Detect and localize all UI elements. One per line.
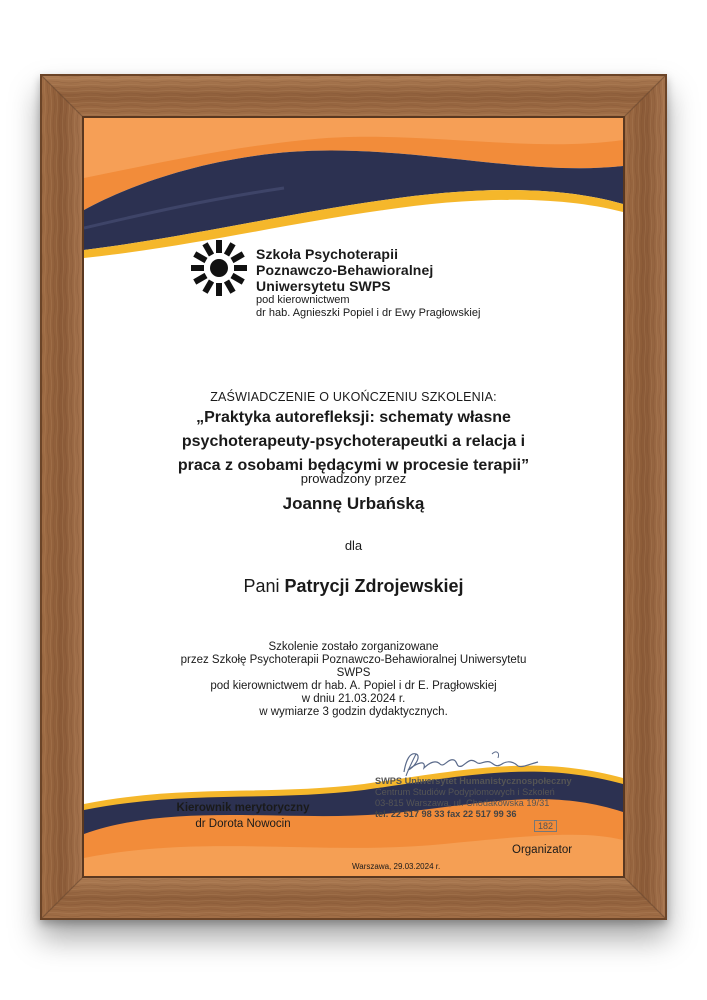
organizer-stamp	[375, 776, 605, 832]
stamp-number-box: 182	[534, 820, 557, 832]
course-title-line: „Praktyka autorefleksji: schematy własne	[196, 409, 511, 426]
school-name-line: Poznawczo-Behawioralnej	[256, 262, 434, 278]
certificate-heading: ZAŚWIADCZENIE O UKOŃCZENIU SZKOLENIA:	[210, 390, 497, 404]
details-line: SWPS	[336, 667, 371, 679]
details-line: w dniu 21.03.2024 r.	[301, 693, 406, 705]
details-line: przez Szkołę Psychoterapii Poznawczo-Behawioralnej Uniwersytetu	[180, 654, 527, 666]
stamp-line: SWPS Uniwersytet Humanistycznospołeczny	[375, 776, 572, 786]
place-date: Warszawa, 29.03.2024 r.	[352, 862, 441, 871]
school-sub-line: pod kierownictwem	[256, 294, 350, 306]
school-sub-line: dr hab. Agnieszki Popiel i dr Ewy Pragłowskiej	[256, 306, 481, 319]
organizer-label: Organizator	[512, 844, 573, 856]
signer-name: dr Dorota Nowocin	[195, 818, 291, 830]
handwritten-signature	[396, 746, 546, 780]
stamp-line: Centrum Studiów Podyplomowych i Szkoleń	[375, 787, 555, 797]
details-line: pod kierownictwem dr hab. A. Popiel i dr E. Pragłowskiej	[210, 680, 497, 692]
details-line: w wymiarze 3 godzin dydaktycznych.	[259, 706, 448, 718]
swps-logo-icon	[190, 239, 248, 297]
training-details	[84, 641, 623, 719]
school-name-line: Uniwersytetu SWPS	[256, 278, 391, 294]
school-name-line: Szkoła Psychoterapii	[256, 246, 399, 262]
signer-role: Kierownik merytoryczny	[176, 802, 310, 814]
certificate-paper	[84, 118, 623, 876]
course-title	[84, 398, 623, 478]
for-label: dla	[344, 538, 363, 553]
school-logo-text	[256, 246, 480, 319]
trainer-name: Joannę Urbańską	[282, 494, 425, 513]
recipient-name: Patrycji Zdrojewskiej	[284, 576, 464, 596]
course-title-line: psychoterapeuty-psychoterapeutki a relacja i	[181, 433, 526, 450]
details-line: Szkolenie zostało zorganizowane	[268, 641, 439, 653]
stamp-line: tel. 22 517 98 33 fax 22 517 99 36	[375, 809, 517, 819]
picture-frame	[40, 74, 667, 920]
stamp-line: 03-815 Warszawa, ul. Chodakowska 19/31	[375, 798, 550, 808]
recipient-prefix: Pani	[243, 576, 280, 596]
course-title-line: praca z osobami będącymi w procesie terapii”	[177, 457, 530, 474]
led-by-label: prowadzony przez	[300, 471, 407, 486]
recipient	[84, 576, 623, 597]
